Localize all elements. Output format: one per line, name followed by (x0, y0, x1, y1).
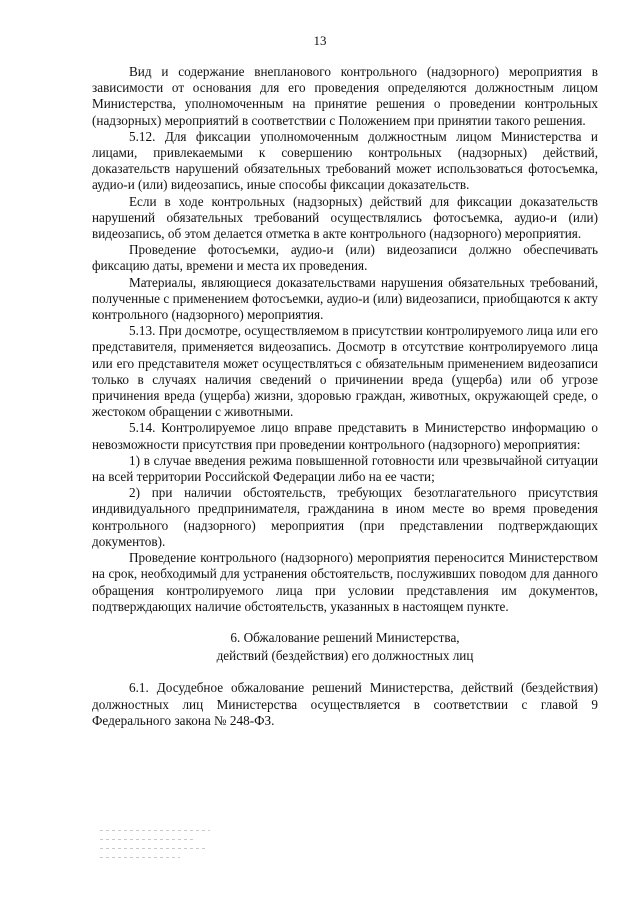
page-number: 13 (313, 33, 327, 48)
paragraph: 5.14. Контролируемое лицо вправе представить в Министерство информацию о невозможности присутствия при проведении контрольного (надзорного) мероприятия: (92, 420, 598, 452)
paragraph: Вид и содержание внепланового контрольного (надзорного) мероприятия в зависимости от основания для его проведения определяются должностным лицом Министерства, уполномоченным на принятие решения о проведении контрольных (надзорных) мероприятий в соответствии с Положением при принятии такого решения. (92, 64, 598, 128)
paragraph: 5.12. Для фиксации уполномоченным должностным лицом Министерства и лицами, привлекаемыми к совершению контрольных (надзорных) действий, доказательств нарушений обязательных требований может использоваться фотосъемка, аудио-и (или) видеозапись, иные способы фиксации доказательств. (92, 128, 598, 193)
paragraph: Проведение контрольного (надзорного) мероприятия переносится Министерством на срок, необходимый для устранения обстоятельств, послуживших поводом для данного обращения контролируемого лица при условии представления им документов, подтверждающих наличие обстоятельств, указанных в настоящем пункте. (92, 550, 598, 614)
faint-stamp-mark (100, 830, 220, 880)
paragraph: 5.13. При досмотре, осуществляемом в присутствии контролируемого лица или его представителя, применяется видеозапись. Досмотр в отсутствие контролируемого лица или его представителя может осуществляться с обязательным применением видеозаписи только в случаях наличия сведений о причинении вреда (ущерба) или об угрозе причинения вреда (ущерба) жизни, здоровью граждан, животных, окружающей среде, о жестоком обращении с животными. (92, 323, 599, 420)
paragraph: Если в ходе контрольных (надзорных) действий для фиксации доказательств нарушений обязательных требований осуществлялись фотосъемка, аудио-и (или) видеозапись, об этом делается отметка в акте контрольного (надзорного) мероприятия. (92, 193, 598, 242)
document-body (92, 64, 598, 729)
paragraph: Материалы, являющиеся доказательствами нарушения обязательных требований, полученные с применением фотосъемки, аудио-и (или) видеозаписи, приобщаются к акту контрольного (надзорного) мероприятия. (92, 274, 598, 323)
section-title-line-2: действий (бездействия) его должностных лиц (216, 648, 474, 664)
paragraph: 6.1. Досудебное обжалование решений Министерства, действий (бездействия) должностных лиц Министерства осуществляется в соответствии с главой 9 Федерального закона № 248-ФЗ. (92, 680, 598, 728)
section-title-line-1: 6. Обжалование решений Министерства, (230, 629, 460, 645)
paragraph: 2) при наличии обстоятельств, требующих безотлагательного присутствия индивидуального предпринимателя, гражданина в ином месте во время проведения контрольного (надзорного) мероприятия (при представлении подтверждающих документов). (92, 485, 598, 549)
paragraph: 1) в случае введения режима повышенной готовности или чрезвычайной ситуации на всей территории Российской Федерации либо на ее части; (92, 452, 598, 485)
paragraph: Проведение фотосъемки, аудио-и (или) видеозаписи должно обеспечивать фиксацию даты, времени и места их проведения. (92, 242, 598, 274)
